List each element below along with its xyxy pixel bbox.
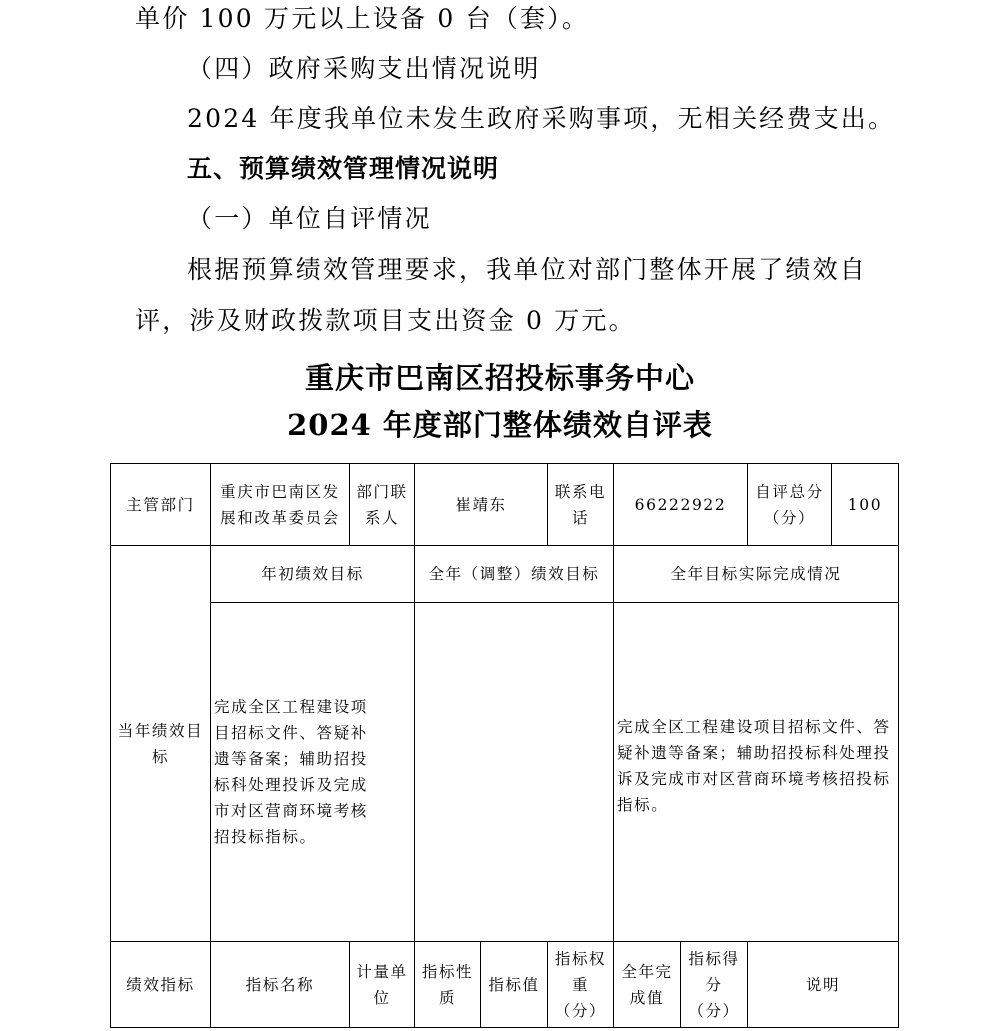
paragraph-evaluation-line1: 根据预算绩效管理要求，我单位对部门整体开展了绩效自 xyxy=(187,255,868,284)
heading-self-evaluation: （一）单位自评情况 xyxy=(187,204,432,233)
initial-goal-content: 完成全区工程建设项目招标文件、答疑补遗等备案；辅助招投标科处理投诉及完成市对区营商环境考核招投标指标。 xyxy=(214,698,368,846)
indicators-row-label: 绩效指标 xyxy=(111,942,211,1028)
contact-label: 部门联系人 xyxy=(350,464,415,546)
performance-evaluation-table xyxy=(110,463,899,1028)
col-indicator-name: 指标名称 xyxy=(211,942,350,1028)
contact-value: 崔靖东 xyxy=(415,464,548,546)
col-actual-completion: 全年目标实际完成情况 xyxy=(614,546,899,603)
col-value: 指标值 xyxy=(481,942,548,1028)
col-adjusted-goal: 全年（调整）绩效目标 xyxy=(415,546,614,603)
score-label: 自评总分（分） xyxy=(748,464,832,546)
table-title-line1: 重庆市巴南区招投标事务中心 xyxy=(304,361,695,395)
paragraph-evaluation-line2: 评，涉及财政拨款项目支出资金 0 万元。 xyxy=(135,306,636,335)
score-value: 100 xyxy=(832,464,899,546)
initial-goal-text xyxy=(211,603,415,942)
table-row xyxy=(111,942,899,1028)
col-note: 说明 xyxy=(748,942,899,1028)
dept-value: 重庆市巴南区发展和改革委员会 xyxy=(211,464,350,546)
heading-government-procurement: （四）政府采购支出情况说明 xyxy=(187,54,541,83)
actual-completion-content: 完成全区工程建设项目招标文件、答疑补遗等备案；辅助招投标科处理投诉及完成市对区营商环境考核招投标指标。 xyxy=(617,718,891,814)
heading-section-five: 五、预算绩效管理情况说明 xyxy=(187,154,500,183)
paragraph-procurement: 2024 年度我单位未发生政府采购事项，无相关经费支出。 xyxy=(187,104,896,133)
paragraph-equipment: 单价 100 万元以上设备 0 台（套）。 xyxy=(135,4,590,33)
col-initial-goal: 年初绩效目标 xyxy=(211,546,415,603)
phone-value: 66222922 xyxy=(614,464,748,546)
phone-label: 联系电话 xyxy=(548,464,614,546)
adjusted-goal-text xyxy=(415,603,614,942)
goals-row-label: 当年绩效目标 xyxy=(111,546,211,942)
table-row xyxy=(111,464,899,546)
col-score: 指标得分（分） xyxy=(681,942,748,1028)
col-unit: 计量单位 xyxy=(350,942,415,1028)
col-actual-value: 全年完成值 xyxy=(614,942,681,1028)
table-row xyxy=(111,603,899,942)
table-row xyxy=(111,546,899,603)
dept-label: 主管部门 xyxy=(111,464,211,546)
col-nature: 指标性质 xyxy=(415,942,481,1028)
table-title-line2: 2024 年度部门整体绩效自评表 xyxy=(287,408,713,442)
col-weight: 指标权重（分） xyxy=(548,942,614,1028)
actual-completion-text xyxy=(614,603,899,942)
